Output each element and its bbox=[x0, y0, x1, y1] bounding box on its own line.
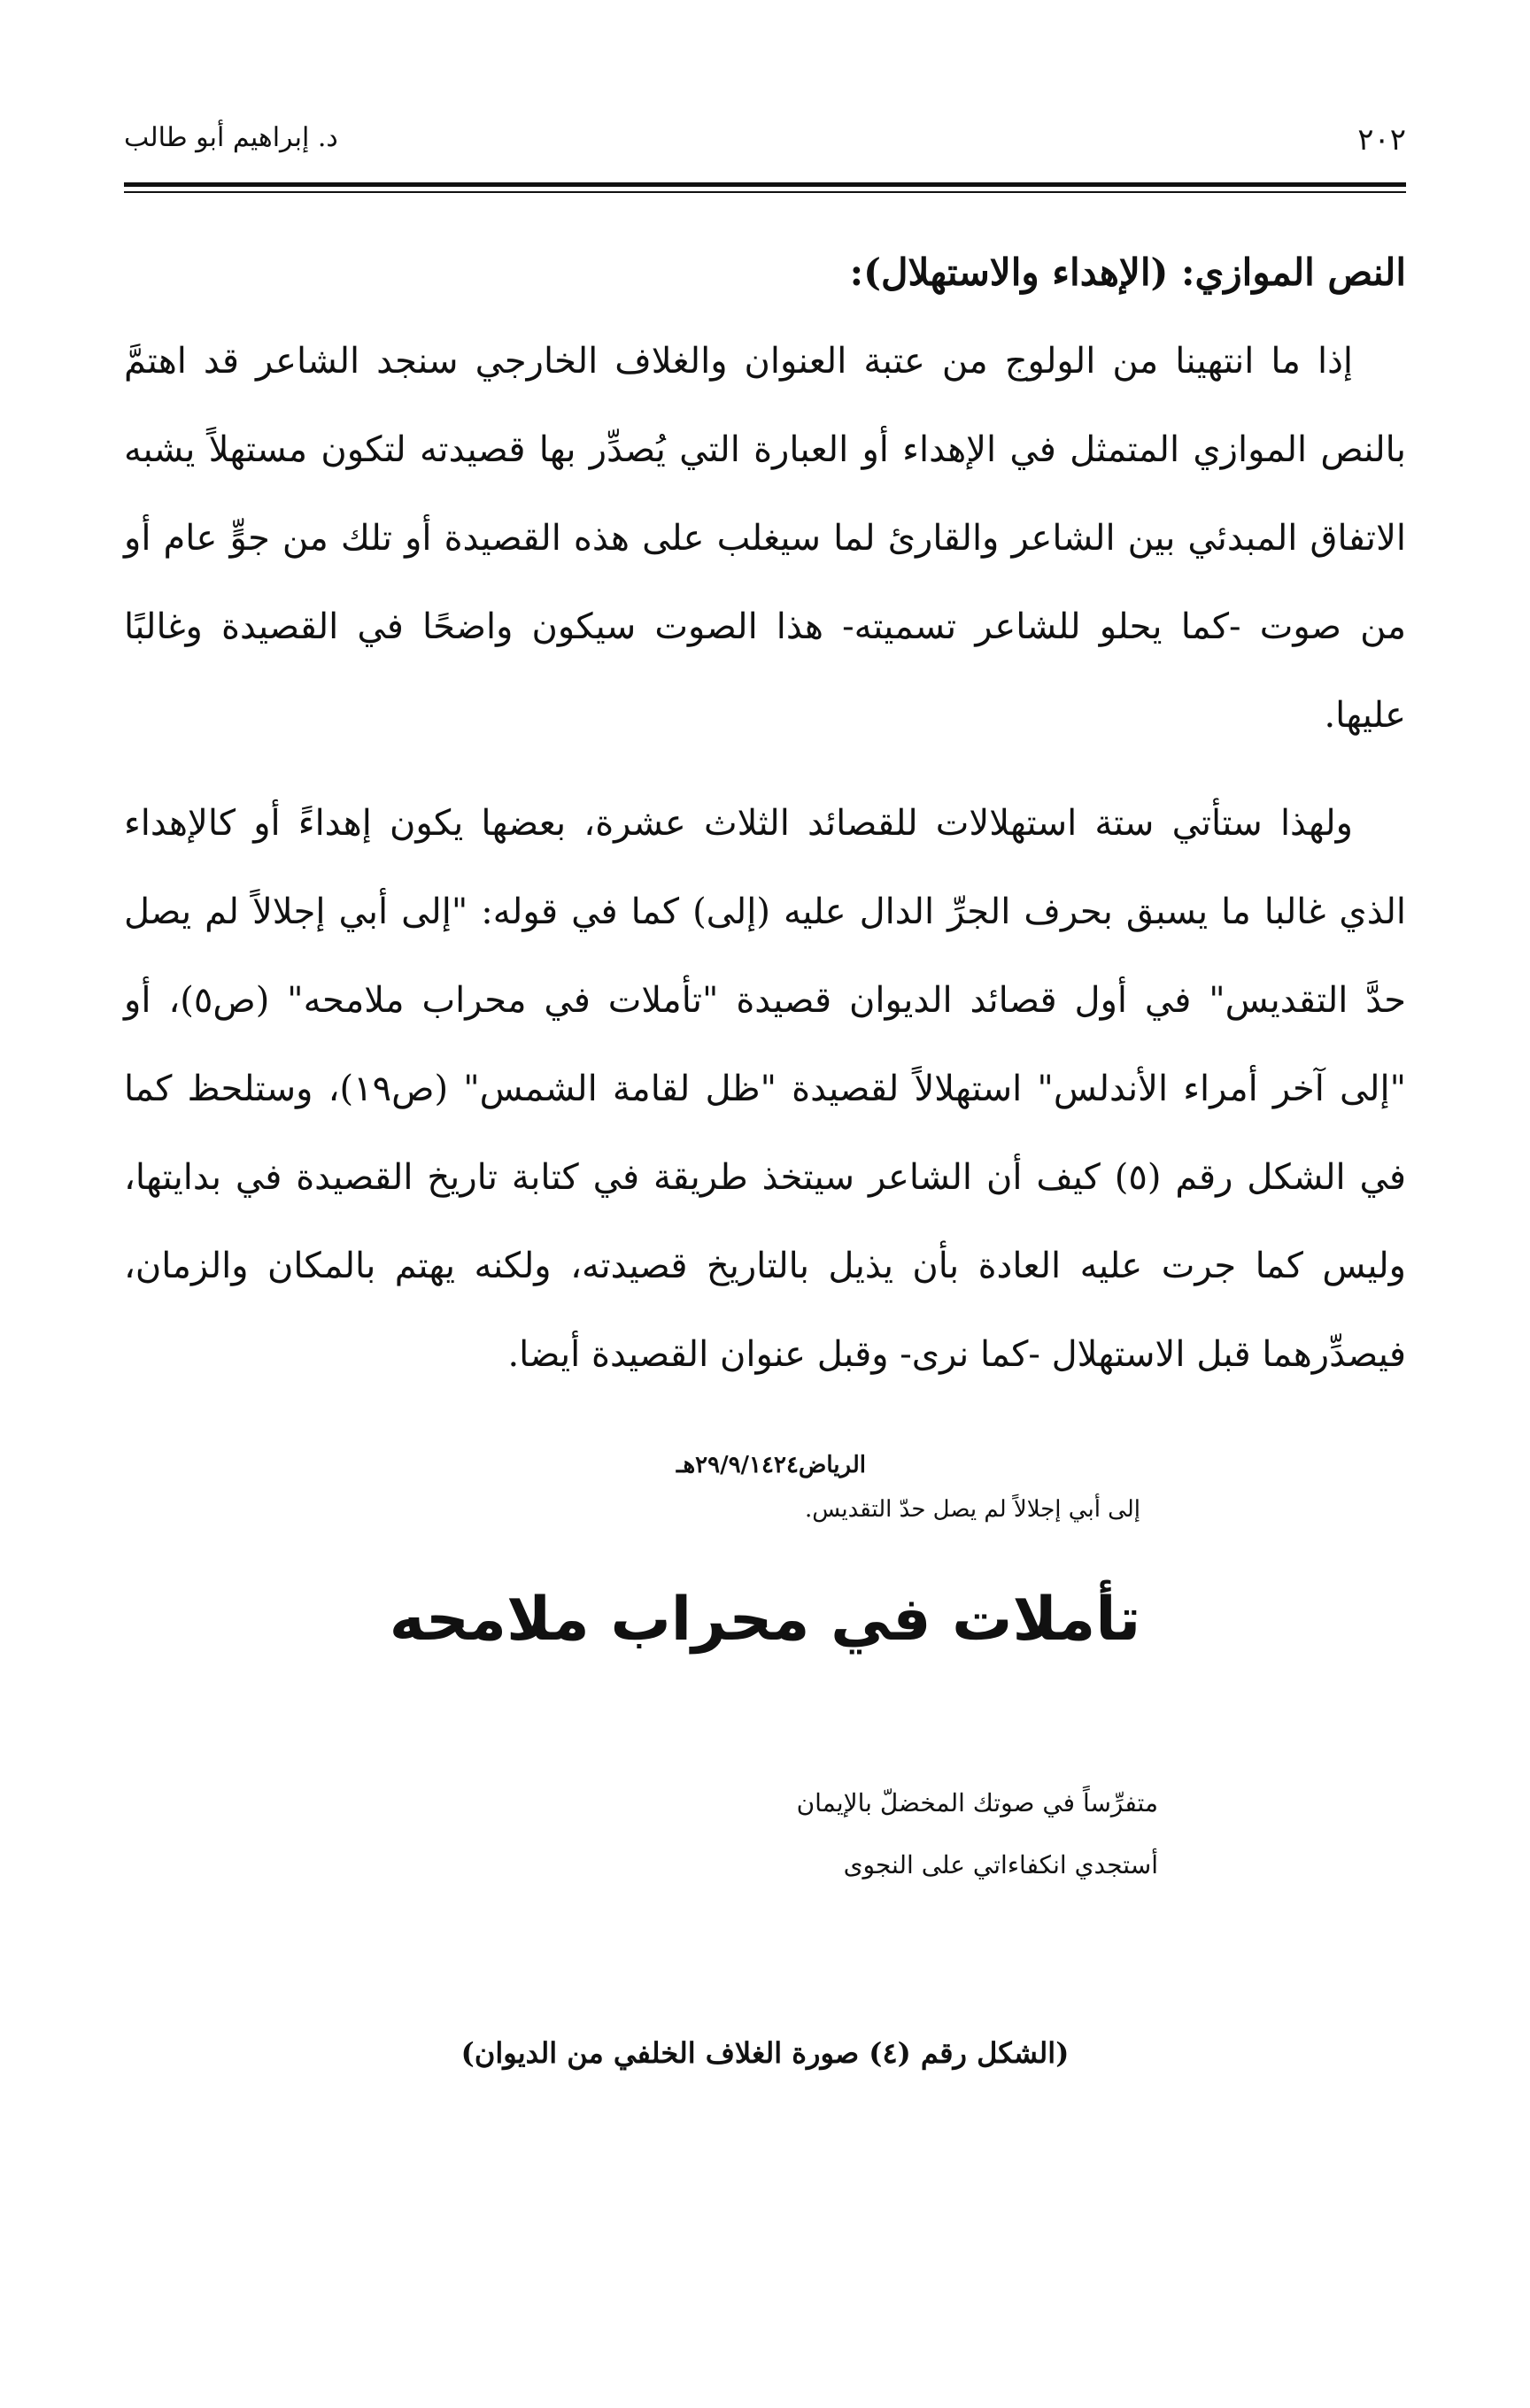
paragraph-1: إذا ما انتهينا من الولوج من عتبة العنوان والغلاف الخارجي سنجد الشاعر قد اهتمَّ بالنص الموازي المتمثل في الإهداء أو العبارة التي يُصدِّر بها قصيدته لتكون مستهلاً يشبه الاتفاق المبدئي بين الشاعر والقارئ لما سيغلب على هذه القصيدة أو تلك من جوٍّ عام أو من صوت -كما يحلو للشاعر تسميته- هذا الصوت سيكون واضحًا في القصيدة وغالبًا عليها. bbox=[124, 341, 1406, 736]
header-rule-thin bbox=[124, 191, 1406, 193]
header-rule-thick bbox=[124, 182, 1406, 187]
body-text bbox=[124, 221, 1406, 1399]
running-title: د. إبراهيم أبو طالب bbox=[124, 122, 338, 153]
paragraph-2: ولهذا ستأتي ستة استهلالات للقصائد الثلاث عشرة، بعضها يكون إهداءً أو كالإهداء الذي غالبا ما يسبق بحرف الجرِّ الدال عليه (إلى) كما في قوله: "إلى أبي إجلالاً لم يصل حدَّ التقديس" في أول قصائد الديوان قصيدة "تأملات في محراب ملامحه" (ص٥)، أو "إلى آخر أمراء الأندلس" استهلالاً لقصيدة "ظل لقامة الشمس" (ص١٩)، وستلحظ كما في الشكل رقم (٥) كيف أن الشاعر سيتخذ طريقة في كتابة تاريخ القصيدة في بدايتها، وليس كما جرت عليه العادة بأن يذيل بالتاريخ قصيدته، ولكنه يهتم بالمكان والزمان، فيصدِّرهما قبل الاستهلال -كما نرى- وقبل عنوان القصيدة أيضا. bbox=[124, 803, 1406, 1375]
cover-figure bbox=[266, 1434, 1264, 2072]
page-number: ٢٠٢ bbox=[1357, 122, 1406, 158]
figure-poem-title: تأملات في محراب ملامحه bbox=[389, 1585, 1141, 1655]
figure-dedication: إلى أبي إجلالاً لم يصل حدّ التقديس. bbox=[804, 1496, 1140, 1523]
figure-place-date: الرياض٢٩/٩/١٤٢٤هـ bbox=[676, 1452, 866, 1478]
figure-caption: (الشكل رقم (٤) صورة الغلاف الخلفي من الديوان) bbox=[460, 2036, 1070, 2070]
running-header bbox=[124, 113, 1406, 166]
figure-verse-line-1: متفرِّساً في صوتك المخضلّ بالإيمان bbox=[796, 1788, 1158, 1818]
figure-verse-line-2: أستجدي انكفاءاتي على النجوى bbox=[843, 1850, 1158, 1879]
section-heading: النص الموازي: (الإهداء والاستهلال): bbox=[849, 251, 1406, 294]
